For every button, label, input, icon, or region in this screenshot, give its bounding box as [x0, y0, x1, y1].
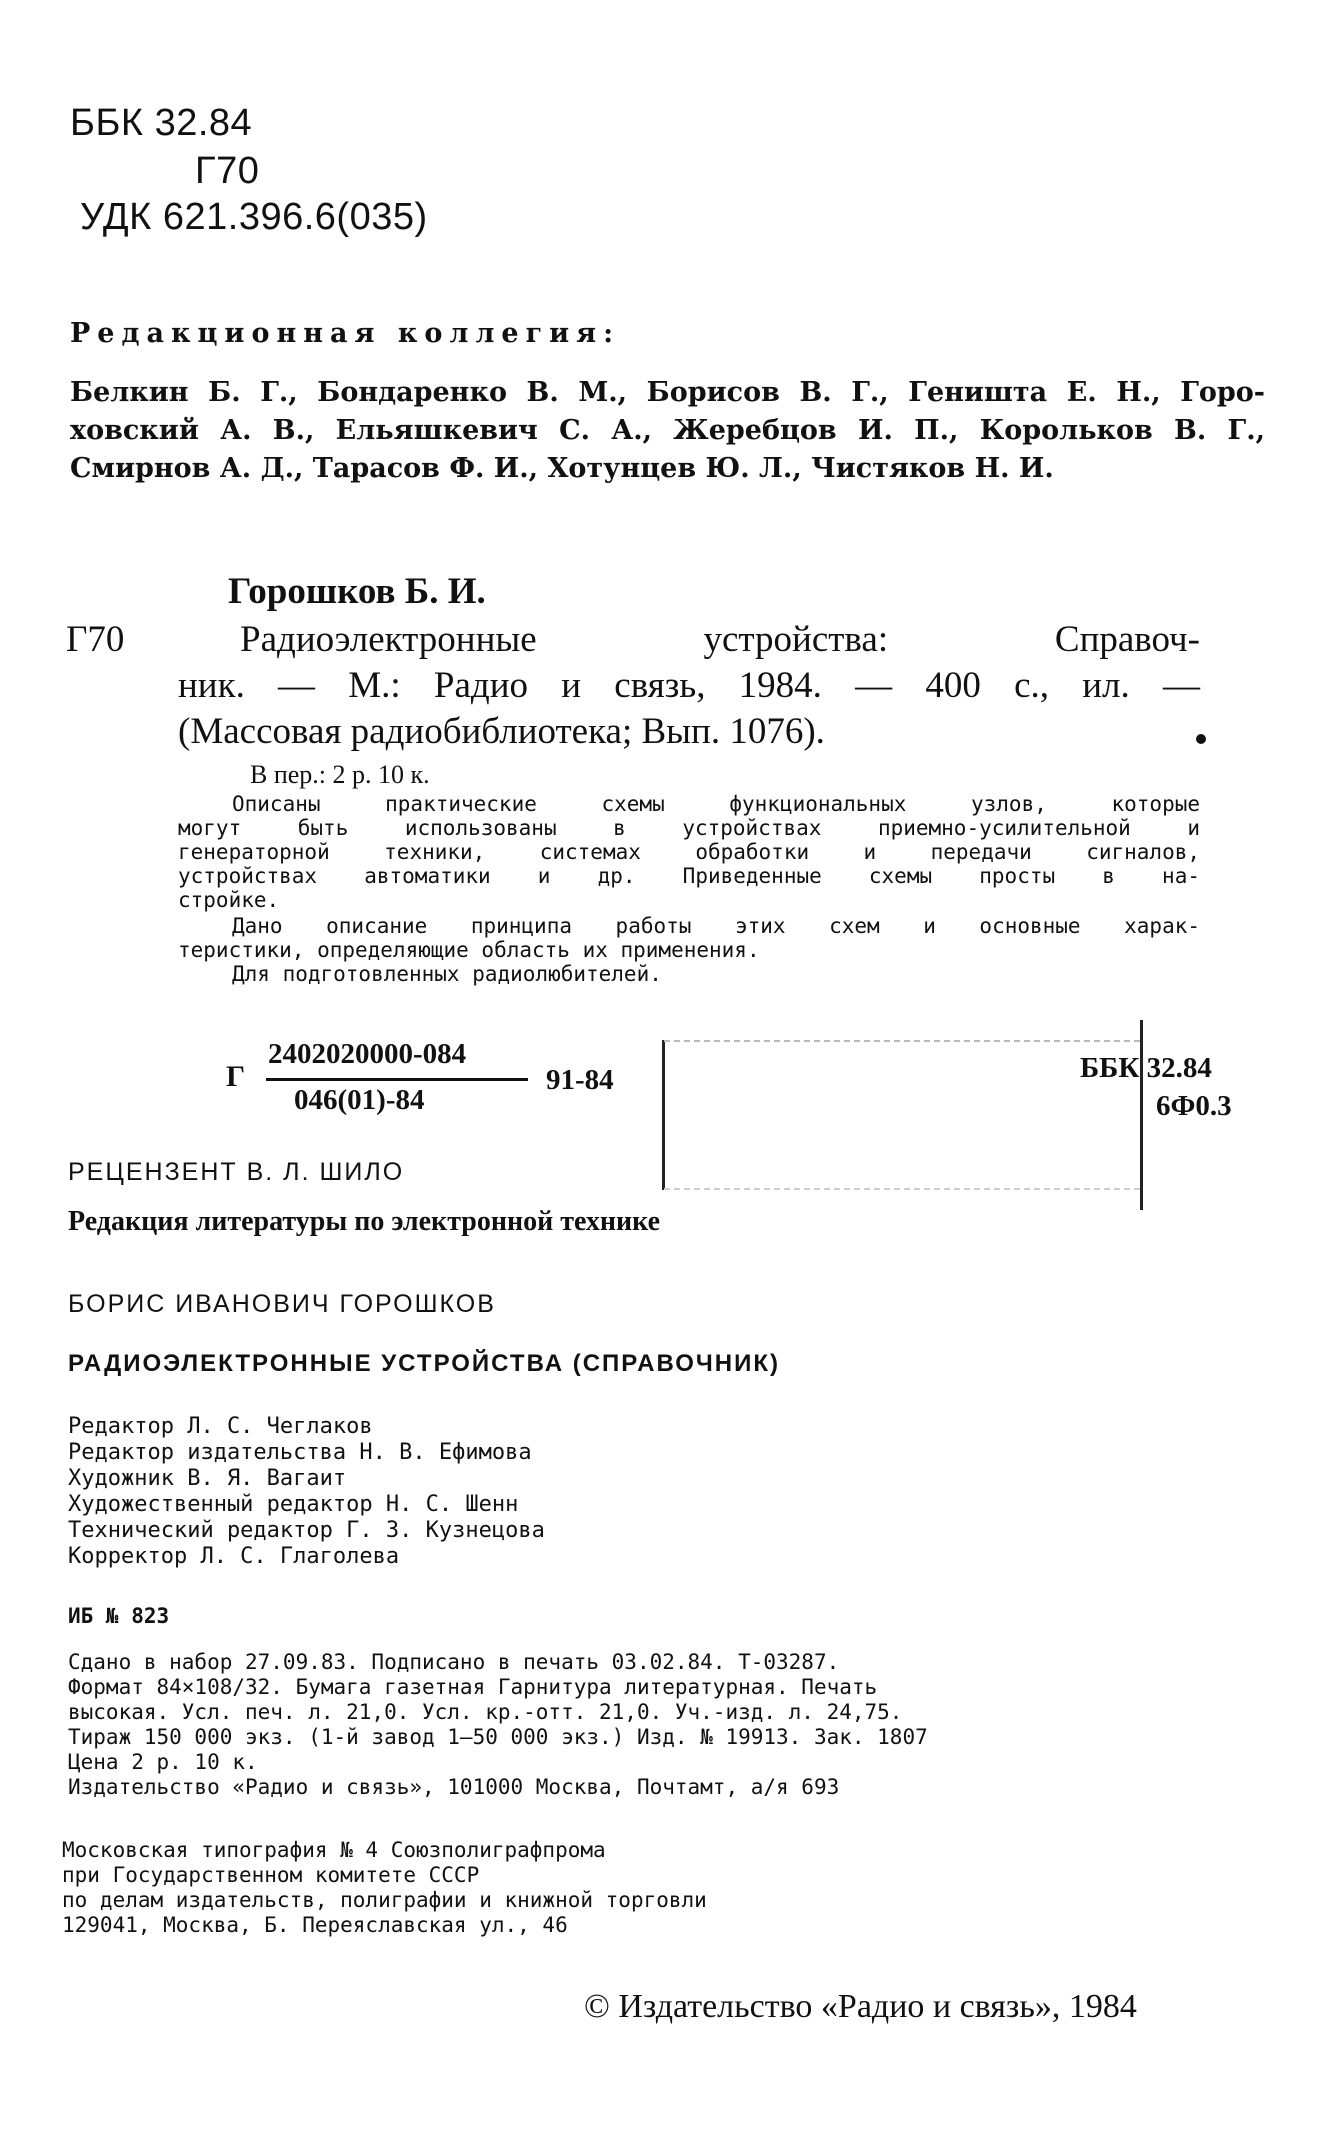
staff-technical-editor: Технический редактор Г. З. Кузнецова: [68, 1518, 545, 1543]
print-detail-line-2: Формат 84×108/32. Бумага газетная Гарнитура литературная. Печать: [68, 1675, 878, 1699]
print-detail-line-5: Цена 2 р. 10 к.: [68, 1750, 258, 1774]
card-price: В пер.: 2 р. 10 к.: [250, 760, 430, 789]
code-suffix: 91-84: [546, 1064, 614, 1096]
stamp-top-edge: [664, 1040, 1140, 1042]
book-title-full: РАДИОЭЛЕКТРОННЫЕ УСТРОЙСТВА (СПРАВОЧНИК): [68, 1350, 781, 1377]
card-bbk-2: 6Ф0.3: [1156, 1090, 1232, 1122]
printing-house-line-4: 129041, Москва, Б. Переяславская ул., 46: [62, 1913, 568, 1937]
code-fraction-bar: [266, 1078, 528, 1081]
card-title-line-2: ник. — М.: Радио и связь, 1984. — 400 с., ил. —: [178, 665, 1200, 706]
author-full-name: БОРИС ИВАНОВИЧ ГОРОШКОВ: [68, 1290, 496, 1318]
stamp-bottom-edge: [664, 1188, 1140, 1190]
staff-editor: Редактор Л. С. Чеглаков: [68, 1414, 373, 1439]
annotation-line-2: могут быть использованы в устройствах приемно-усилительной и: [178, 816, 1200, 840]
printing-house-line-2: при Государственном комитете СССР: [62, 1863, 480, 1887]
card-mark: Г70: [66, 619, 125, 660]
ib-number: ИБ № 823: [68, 1604, 170, 1628]
editorial-board-line-1: Белкин Б. Г., Бондаренко В. М., Борисов В. Г., Геништа Е. Н., Горо-: [70, 377, 1265, 408]
print-detail-line-4: Тираж 150 000 экз. (1-й завод 1—50 000 экз.) Изд. № 19913. Зак. 1807: [68, 1725, 928, 1749]
annotation-line-5: стройке.: [178, 888, 280, 912]
annotation-line-4: устройствах автоматики и др. Приведенные схемы просты в на-: [178, 864, 1200, 888]
stamp-left-edge: [662, 1040, 665, 1190]
card-bbk-1: ББК 32.84: [1080, 1052, 1212, 1084]
annotation-line-8: Для подготовленных радиолюбителей.: [232, 962, 662, 986]
printing-house-line-3: по делам издательств, полиграфии и книжной торговли: [62, 1888, 707, 1912]
code-prefix: Г: [226, 1060, 246, 1093]
staff-publishing-editor: Редактор издательства Н. В. Ефимова: [68, 1440, 532, 1465]
stamp-right-edge: [1140, 1020, 1143, 1210]
copyright: © Издательство «Радио и связь», 1984: [584, 1988, 1137, 2025]
annotation-line-6: Дано описание принципа работы этих схем и основные харак-: [232, 914, 1200, 938]
author-mark-top: Г70: [195, 150, 260, 192]
reviewer: РЕЦЕНЗЕНТ В. Л. ШИЛО: [68, 1158, 405, 1186]
editorial-board-line-3: Смирнов А. Д., Тарасов Ф. И., Хотунцев Ю. Л., Чистяков Н. И.: [70, 453, 1054, 484]
editorial-office: Редакция литературы по электронной технике: [68, 1206, 661, 1237]
annotation-line-1: Описаны практические схемы функциональных узлов, которые: [232, 792, 1200, 816]
staff-art-editor: Художественный редактор Н. С. Шенн: [68, 1492, 519, 1517]
bbk-code: ББК 32.84: [70, 102, 253, 144]
print-detail-line-1: Сдано в набор 27.09.83. Подписано в печать 03.02.84. Т-03287.: [68, 1650, 840, 1674]
card-author: Горошков Б. И.: [228, 571, 486, 612]
staff-proofreader: Корректор Л. С. Глаголева: [68, 1544, 400, 1569]
annotation-line-3: генераторной техники, системах обработки и передачи сигналов,: [178, 840, 1200, 864]
staff-artist: Художник В. Я. Вагаит: [68, 1466, 347, 1491]
code-denominator: 046(01)-84: [294, 1084, 425, 1116]
code-numerator: 2402020000-084: [268, 1038, 467, 1070]
udk-code: УДК 621.396.6(035): [80, 196, 428, 238]
print-speck-dot: [1196, 734, 1206, 744]
print-detail-line-6: Издательство «Радио и связь», 101000 Москва, Почтамт, а/я 693: [68, 1775, 840, 1799]
annotation-line-7: теристики, определяющие область их применения.: [178, 938, 760, 962]
editorial-board-heading: Редакционная коллегия:: [70, 318, 621, 349]
print-detail-line-3: высокая. Усл. печ. л. 21,0. Усл. кр.-отт. 21,0. Уч.-изд. л. 24,75.: [68, 1700, 903, 1724]
card-title-line-3: (Массовая радиобиблиотека; Вып. 1076).: [178, 711, 825, 752]
editorial-board-line-2: ховский А. В., Ельяшкевич С. А., Жеребцов И. П., Корольков В. Г.,: [70, 415, 1265, 446]
card-title-line-1: Радиоэлектронные устройства: Справоч-: [240, 619, 1200, 660]
printing-house-line-1: Московская типография № 4 Союзполиграфпрома: [62, 1838, 606, 1862]
